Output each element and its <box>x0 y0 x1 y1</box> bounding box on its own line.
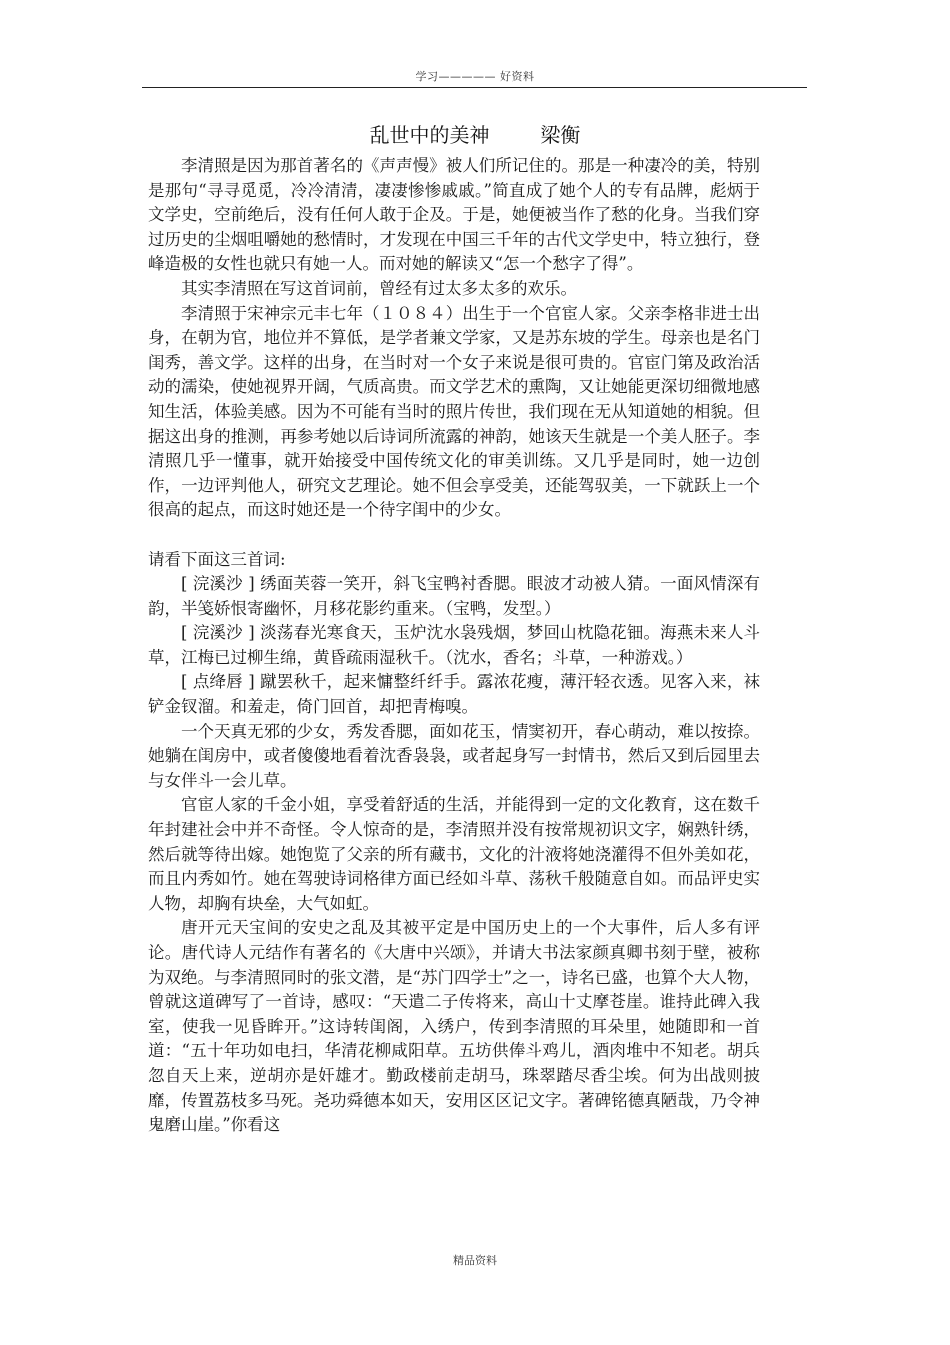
page-footer: 精品资料 <box>453 1254 497 1267</box>
poem-huanxisha-1: [ 浣溪沙 ] 绣面芙蓉一笑开，斜飞宝鸭衬香腮。眼波才动被人猜。一面风情深有韵，半笺娇恨寄幽怀，月移花影约重来。（宝鸭，发型。） <box>148 574 760 618</box>
paragraph-background: 李清照于宋神宗元丰七年（１０８４）出生于一个官宦人家。父亲李格非进士出身，在朝为官，地位并不算低，是学者兼文学家，又是苏东坡的学生。母亲也是名门闺秀，善文学。这样的出身，在当时对一个女子来说是很可贵的。官宦门第及政治活动的濡染，使她视界开阔，气质高贵。而文学艺术的熏陶，又让她能更深切细微地感知生活，体验美感。因为不可能有当时的照片传世，我们现在无从知道她的相貌。但据这出身的推测，再参考她以后诗词所流露的神韵，她该天生就是一个美人胚子。李清照几乎一懂事，就开始接受中国传统文化的审美训练。又几乎是同时，她一边创作，一边评判他人，研究文艺理论。她不但会享受美，还能驾驭美，一下就跃上一个很高的起点，而这时她还是一个待字闺中的少女。 <box>148 303 760 520</box>
poem-dianjiangchun: [ 点绛唇 ] 蹴罢秋千，起来慵整纤纤手。露浓花瘦，薄汗轻衣透。见客入来，袜铲金钗溜。和羞走，倚门回首，却把青梅嗅。 <box>148 672 760 717</box>
paragraph-intro: 李清照是因为那首著名的《声声慢》被人们所记住的。那是一种凄冷的美，特别是那句“寻寻觅觅，冷冷清清，凄凄惨惨戚戚。”简直成了她个人的专有品牌，彪炳于文学史，空前绝后，没有任何人敢于企及。于是，她便被当作了愁的化身。当我们穿过历史的尘烟咀嚼她的愁情时，才发现在中国三千年的古代文学史中，特立独行，登峰造极的女性也就只有她一人。而对她的解读又“怎一个愁字了得”。 <box>148 156 760 274</box>
header-divider <box>142 87 807 88</box>
blank-line <box>148 523 760 548</box>
paragraph-education: 官宦人家的千金小姐，享受着舒适的生活，并能得到一定的文化教育，这在数千年封建社会中并不奇怪。令人惊奇的是，李清照并没有按常规初识文字，娴熟针绣，然后就等待出嫁。她饱览了父亲的所有藏书，文化的汁液将她浇灌得不但外美如花，而且内秀如竹。她在驾驶诗词格律方面已经如斗草、荡秋千般随意自如。而品评史实人物，却胸有块垒，大气如虹。 <box>148 795 760 913</box>
paragraph-poems-intro: 请看下面这三首词: <box>148 549 286 569</box>
paragraph-history: 唐开元天宝间的安史之乱及其被平定是中国历史上的一个大事件，后人多有评论。唐代诗人元结作有著名的《大唐中兴颂》，并请大书法家颜真卿书刻于壁，被称为双绝。与李清照同时的张文潜，是“苏门四学士”之一，诗名已盛，也算个大人物，曾就这道碑写了一首诗，感叹：“天遣二子传将来，高山十丈摩苍崖。谁持此碑入我室，使我一见昏眸开。”这诗转闺阁，入绣户，传到李清照的耳朵里，她随即和一首道：“五十年功如电扫，华清花柳咸阳草。五坊供俸斗鸡儿，酒肉堆中不知老。胡兵忽自天上来，逆胡亦是奸雄才。勤政楼前走胡马，珠翠踏尽香尘埃。何为出战则披靡，传置荔枝多马死。尧功舜德本如天，安用区区记文字。著碑铭德真陋哉，乃令神鬼磨山崖。”你看这 <box>148 918 760 1135</box>
poem-huanxisha-2: [ 浣溪沙 ] 淡荡春光寒食天，玉炉沈水袅残烟，梦回山枕隐花钿。海燕未来人斗草，江梅已过柳生绵，黄昏疏雨湿秋千。（沈水，香名；斗草，一种游戏。） <box>148 623 760 667</box>
header-text: 学习————— 好资料 <box>415 70 535 83</box>
article-body <box>148 154 760 1138</box>
paragraph-maiden: 一个天真无邪的少女，秀发香腮，面如花玉，情窦初开，春心萌动，难以按捺。她躺在闺房中，或者傻傻地看着沈香袅袅，或者起身写一封情书，然后又到后园里去与女伴斗一会儿草。 <box>148 721 760 790</box>
paragraph-joy: 其实李清照在写这首词前，曾经有过太多太多的欢乐。 <box>181 278 577 298</box>
article-title: 乱世中的美神 梁衡 <box>369 123 581 147</box>
